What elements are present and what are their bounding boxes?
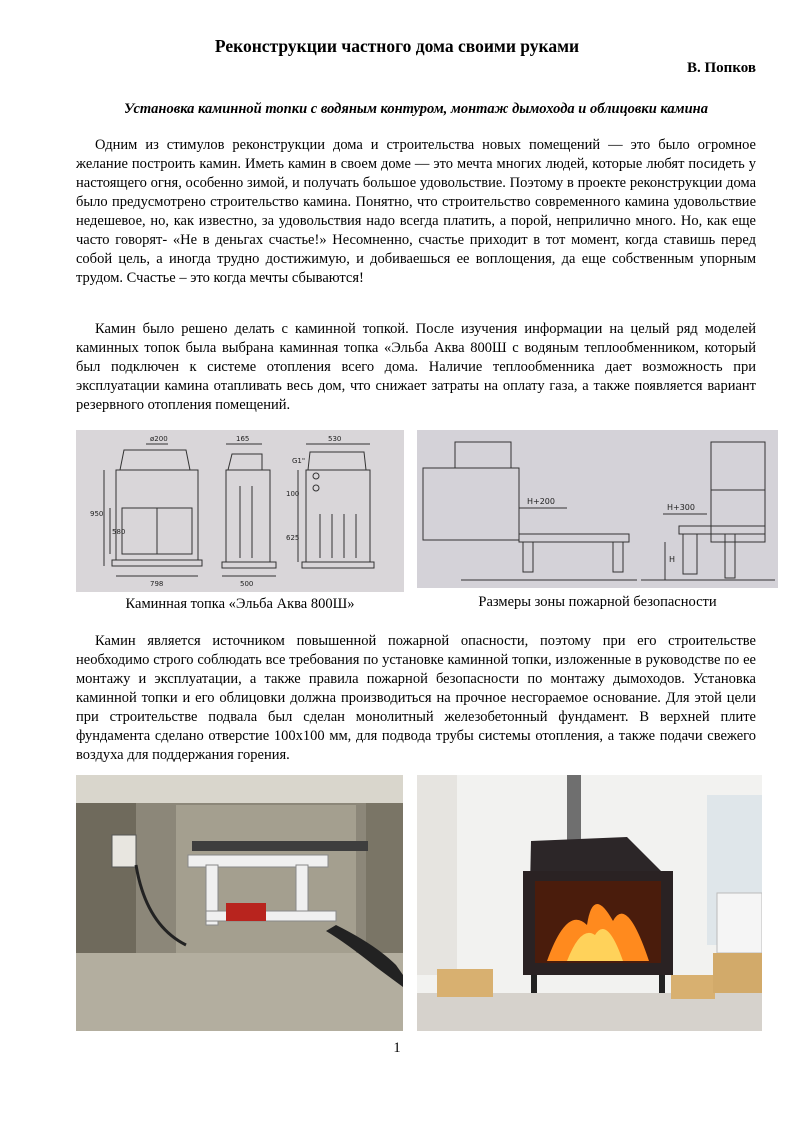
safety-zone-figure [417,430,778,588]
dim-side-top: 165 [236,435,250,443]
author-name: В. Попков [687,60,756,76]
fireplace-svg [417,775,762,1031]
dim-depth: 500 [240,580,254,588]
dim-outlet-height: 625 [286,534,300,542]
firebox-drawing-svg [76,430,404,592]
basement-piping-svg [76,775,403,1031]
figure-caption-safety: Размеры зоны пожарной безопасности [478,594,717,610]
article-subtitle: Установка каминной топки с водяным контуром, монтаж дымохода и облицовки камина [124,101,708,117]
page-number: 1 [393,1040,401,1056]
fireplace-photo [417,775,762,1031]
basement-piping-photo [76,775,403,1031]
firebox-drawing-figure [76,430,404,592]
dim-total-height: 950 [90,510,104,518]
paragraph-safety: Камин является источником повышенной пожарной опасности, поэтому при его строительстве необходимо строго соблюдать все требования по установке каминной топки, изложенные в руководстве по ее монтажу и эксплуатации, а также правила пожарной безопасности по монтажу дымоходов. Установка каминной топки и его облицовки должна производиться на прочное несгораемое основание. Для этой цели при строительстве подвала был сделан монолитный железобетонный фундамент. В верхней плите фундамента сделано отверстие 100х100 мм, для подвода трубы системы отопления, а также подачи свежего воздуха для поддержания горения. [76,633,756,763]
article-title: Реконструкции частного дома своими руками [214,36,580,56]
figure-caption-firebox: Каминная топка «Эльба Аква 800Ш» [125,596,355,612]
dim-rear-width: 530 [328,435,342,443]
safety-label-h300: H+300 [667,503,695,512]
dim-opening-height: 580 [112,528,126,536]
paragraph-firebox: Камин было решено делать с каминной топкой. После изучения информации на целый ряд моделей каминных топок была выбрана каминная топка «Эльба Аква 800Ш с водяным теплообменником, который был подключен к системе отопления всего дома. Наличие теплообменника дает возможность при эксплуатации камина отапливать весь дом, что снижает затраты на оплату газа, а также появляется вариант резервного отопления помещений. [76,321,756,413]
dim-pipe-thread: G1" [292,457,306,465]
dim-front-width: 798 [150,580,164,588]
dim-flue-diameter: ø200 [150,435,168,443]
safety-label-h200: H+200 [527,497,555,506]
safety-label-h: H [669,555,676,564]
safety-zone-svg [417,430,778,588]
paragraph-intro: Одним из стимулов реконструкции дома и строительства новых помещений — это было огромное желание построить камин. Иметь камин в своем доме — это мечта многих людей, которые любят посидеть у настоящего огня, особенно зимой, и получать большое удовольствие. Поэтому в проекте реконструкции дома было предусмотрено строительство камина. Понятно, что строительство современного камина удовольствие недешевое, но, как известно, за удовольствия надо всегда платить, а порой, неприлично много. Но, как еще часто говорят- «Не в деньгах счастье!» Несомненно, счастье приходит в тот момент, когда ставишь перед собой цель, а иногда трудно достижимую, и добиваешься ее воплощения, да еще собственным упорным трудом. Счастье – это когда мечты сбываются! [76,137,756,286]
dim-outlet-offset: 100 [286,490,300,498]
